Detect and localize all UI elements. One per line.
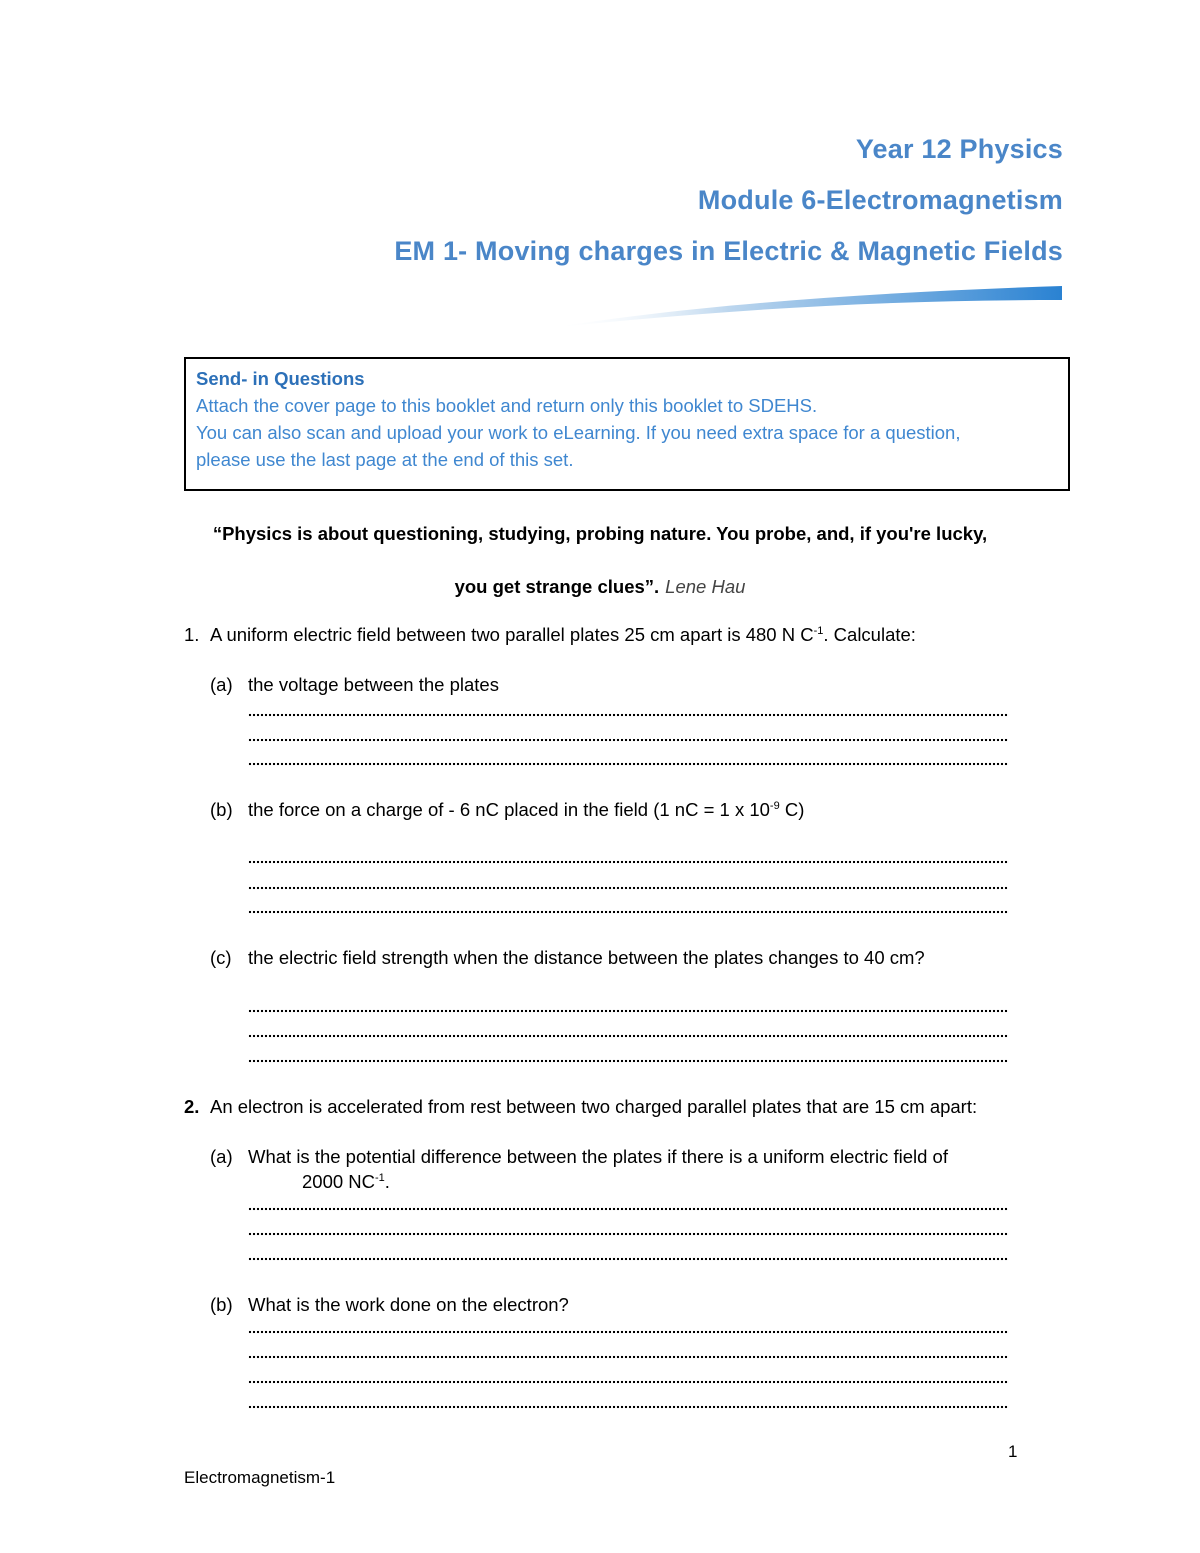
- quote-line-1: “Physics is about questioning, studying, probing nature. You probe, and, if you're lucky,: [212, 523, 988, 544]
- decorative-swoosh: [550, 282, 1065, 332]
- question-text: An electron is accelerated from rest between two charged parallel plates that are 15 cm apart:: [210, 1096, 978, 1117]
- question-text-end: . Calculate:: [823, 624, 916, 645]
- question-1b: [210, 799, 804, 821]
- part-text: the voltage between the plates: [248, 674, 499, 695]
- answer-line[interactable]: [248, 1355, 1008, 1359]
- superscript: -9: [769, 799, 780, 812]
- answer-line[interactable]: [248, 713, 1008, 717]
- question-2a-continued: [302, 1171, 390, 1193]
- part-label: (b): [210, 1294, 233, 1315]
- answer-line[interactable]: [248, 910, 1008, 914]
- answer-line[interactable]: [248, 1009, 1008, 1013]
- title-topic: EM 1- Moving charges in Electric & Magnetic Fields: [394, 236, 1063, 266]
- part-label: (b): [210, 799, 233, 820]
- send-in-line-3: please use the last page at the end of this set.: [196, 449, 574, 470]
- answer-line[interactable]: [248, 1207, 1008, 1211]
- superscript: -1: [375, 1171, 385, 1184]
- answer-line[interactable]: [248, 1232, 1008, 1236]
- question-2a: [210, 1146, 948, 1168]
- answer-line[interactable]: [248, 1059, 1008, 1063]
- quote-author: Lene Hau: [665, 576, 746, 597]
- part-label: (a): [210, 674, 233, 695]
- part-text-end: C): [779, 799, 805, 820]
- answer-line[interactable]: [248, 1380, 1008, 1384]
- part-label: (a): [210, 1146, 233, 1167]
- question-1c: [210, 947, 925, 969]
- footer-label: Electromagnetism-1: [184, 1468, 336, 1487]
- send-in-line-2: You can also scan and upload your work to eLearning. If you need extra space for a question,: [196, 422, 961, 443]
- question-number: 1.: [184, 624, 200, 645]
- superscript: -1: [813, 624, 824, 637]
- answer-line[interactable]: [248, 762, 1008, 766]
- question-text: A uniform electric field between two parallel plates 25 cm apart is 480 N C: [210, 624, 814, 645]
- send-in-line-1: Attach the cover page to this booklet and return only this booklet to SDEHS.: [196, 395, 818, 416]
- question-1a: [210, 674, 499, 696]
- question-number: 2.: [184, 1096, 200, 1117]
- part-text-cont: 2000 NC: [302, 1171, 376, 1192]
- send-in-heading: Send- in Questions: [196, 368, 365, 389]
- answer-line[interactable]: [248, 738, 1008, 742]
- part-text: What is the potential difference between the plates if there is a uniform electric field of: [248, 1146, 948, 1167]
- question-1: [184, 624, 916, 646]
- question-2: [184, 1096, 977, 1118]
- quote-line-2: [0, 576, 1200, 598]
- part-text: the electric field strength when the distance between the plates changes to 40 cm?: [248, 947, 925, 968]
- quote-text: you get strange clues”.: [454, 576, 660, 597]
- part-text: the force on a charge of - 6 nC placed in the field (1 nC = 1 x 10: [248, 799, 770, 820]
- send-in-box: [184, 357, 1070, 491]
- part-text-cont-end: .: [384, 1171, 390, 1192]
- answer-line[interactable]: [248, 886, 1008, 890]
- page-number: 1: [1008, 1442, 1018, 1461]
- answer-line[interactable]: [248, 1405, 1008, 1409]
- answer-line[interactable]: [248, 1330, 1008, 1334]
- part-text: What is the work done on the electron?: [248, 1294, 569, 1315]
- part-label: (c): [210, 947, 232, 968]
- answer-line[interactable]: [248, 1034, 1008, 1038]
- question-2b: [210, 1294, 569, 1316]
- answer-line[interactable]: [248, 860, 1008, 864]
- answer-line[interactable]: [248, 1257, 1008, 1261]
- title-module: Module 6-Electromagnetism: [697, 185, 1063, 215]
- title-year: Year 12 Physics: [855, 134, 1063, 164]
